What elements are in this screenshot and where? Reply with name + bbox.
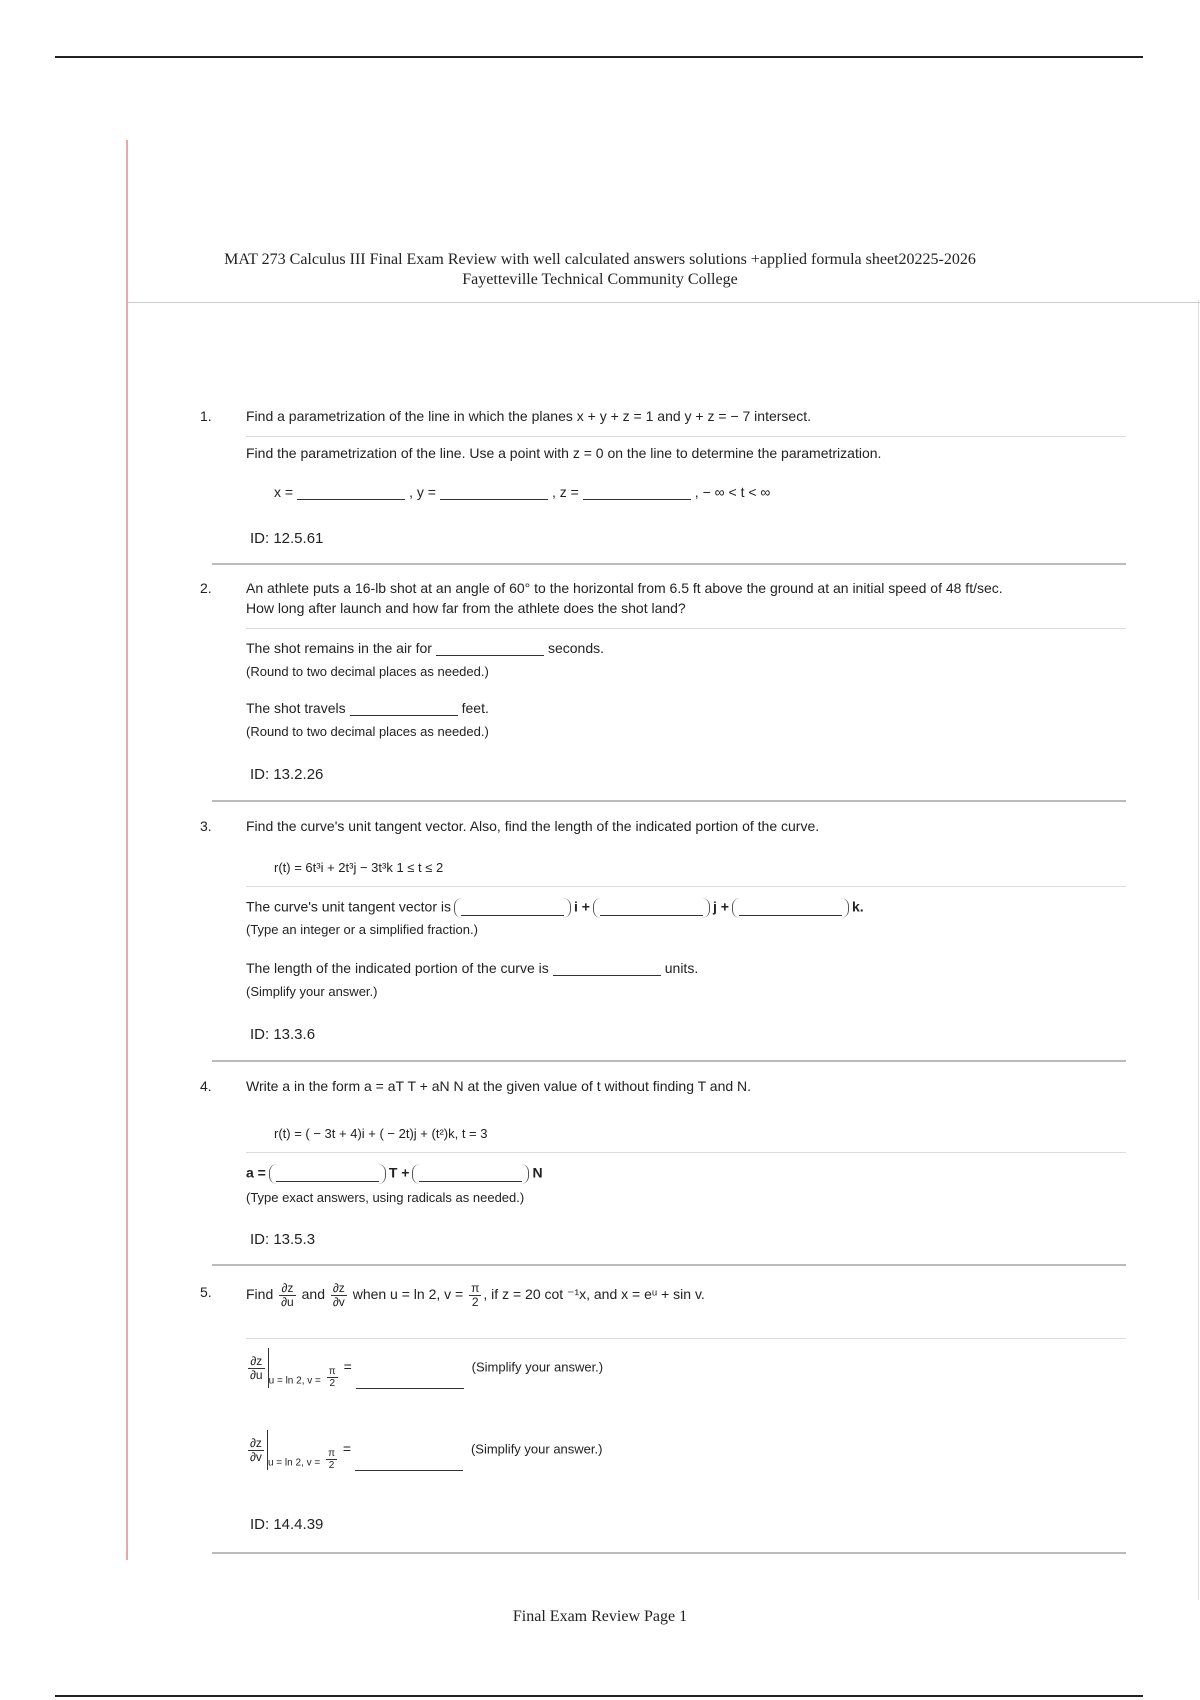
divider bbox=[246, 1338, 1126, 1339]
pi-over-2: $\frac{\pi}{2}$ bbox=[328, 1447, 335, 1471]
y-answer-blank[interactable] bbox=[440, 485, 548, 500]
equals-sign: = bbox=[343, 1358, 352, 1375]
air-time-row bbox=[246, 640, 604, 656]
tangent-label: The curve's unit tangent vector is bbox=[246, 898, 451, 915]
tangential-input[interactable] bbox=[269, 1164, 386, 1184]
k-label: k. bbox=[851, 898, 864, 915]
divider bbox=[246, 628, 1126, 629]
document-title: MAT 273 Calculus III Final Exam Review with well calculated answers solutions +applied formula sheet20225-2026 bbox=[224, 251, 976, 268]
dz-dv-fraction: $\frac{\partial z}{\partial v}$ bbox=[250, 1435, 262, 1464]
x-label: x = bbox=[274, 484, 294, 500]
question-prompt: Write a in the form a = aT T + aN N at the given value of t without finding T and N. bbox=[246, 1078, 752, 1094]
format-hint: (Type exact answers, using radicals as needed.) bbox=[246, 1190, 525, 1205]
air-unit: seconds. bbox=[547, 640, 605, 656]
normal-input[interactable] bbox=[412, 1164, 529, 1184]
dz-du-fraction: $\frac{\partial z}{\partial u}$ bbox=[250, 1353, 263, 1382]
j-component-input[interactable] bbox=[593, 898, 710, 918]
curve-equation: r(t) = 6t³i + 2t³j − 3t³k 1 ≤ t ≤ 2 bbox=[274, 860, 444, 875]
bottom-rule bbox=[55, 1695, 1143, 1697]
travel-label: The shot travels bbox=[246, 700, 346, 716]
dz-du-blank[interactable] bbox=[356, 1374, 464, 1389]
divider bbox=[246, 436, 1126, 437]
k-component-input[interactable] bbox=[732, 898, 849, 918]
simplify-hint: (Simplify your answer.) bbox=[470, 1441, 603, 1457]
air-label: The shot remains in the air for bbox=[246, 640, 432, 656]
question-separator bbox=[212, 1060, 1126, 1062]
question-id: ID: 13.2.26 bbox=[250, 766, 324, 783]
simplify-hint: (Simplify your answer.) bbox=[246, 984, 378, 999]
question-id: ID: 14.4.39 bbox=[250, 1516, 324, 1533]
evaluation-point: u = ln 2, v = bbox=[267, 1457, 321, 1469]
question-number: 2. bbox=[200, 580, 212, 596]
format-hint: (Type an integer or a simplified fraction.) bbox=[246, 922, 478, 937]
question-separator bbox=[212, 1552, 1126, 1554]
t-label: T + bbox=[388, 1164, 410, 1181]
equals-sign: = bbox=[342, 1440, 352, 1457]
question-prompt: Find the curve's unit tangent vector. Also, find the length of the indicated portion of the curve. bbox=[246, 818, 820, 834]
evaluation-point: u = ln 2, v = bbox=[268, 1375, 321, 1387]
question-prompt: An athlete puts a 16-lb shot at an angle of 60° to the horizontal from 6.5 ft above the ground at an initial speed of 48 ft/sec. bbox=[246, 580, 1003, 596]
length-label: The length of the indicated portion of the curve is bbox=[246, 960, 549, 976]
question-separator bbox=[212, 800, 1126, 802]
i-label: i + bbox=[574, 898, 590, 915]
dz-dv-answer-row bbox=[246, 1430, 602, 1471]
length-blank[interactable] bbox=[553, 961, 661, 976]
document-subtitle: Fayetteville Technical Community College bbox=[462, 271, 738, 288]
question-id: ID: 13.3.6 bbox=[250, 1026, 316, 1043]
rounding-hint: (Round to two decimal places as needed.) bbox=[246, 724, 489, 739]
distance-row bbox=[246, 700, 489, 716]
rounding-hint: (Round to two decimal places as needed.) bbox=[246, 664, 489, 679]
pi-over-2: $\frac{\pi}{2}$ bbox=[471, 1281, 480, 1309]
question-number: 1. bbox=[200, 408, 212, 424]
question-number: 4. bbox=[200, 1078, 212, 1094]
dz-du-answer-row bbox=[246, 1348, 603, 1389]
acceleration-row bbox=[246, 1164, 543, 1184]
question-number: 5. bbox=[200, 1284, 212, 1300]
dz-dv-blank[interactable] bbox=[355, 1456, 463, 1471]
question-separator bbox=[212, 1264, 1126, 1266]
i-component-input[interactable] bbox=[454, 898, 571, 918]
answer-row bbox=[274, 484, 770, 500]
j-label: j + bbox=[712, 898, 729, 915]
t-range: , − ∞ < t < ∞ bbox=[694, 484, 771, 500]
dz-du-fraction: $\frac{\partial z}{\partial u}$ bbox=[281, 1281, 294, 1309]
z-label: , z = bbox=[551, 484, 579, 500]
n-label: N bbox=[532, 1164, 543, 1181]
condition-clause: , if z = 20 cot ⁻¹x, and x = eᵘ + sin v. bbox=[483, 1286, 705, 1303]
page-edge bbox=[1198, 300, 1199, 1600]
x-answer-blank[interactable] bbox=[297, 485, 405, 500]
y-label: , y = bbox=[409, 484, 436, 500]
dz-dv-fraction: $\frac{\partial z}{\partial v}$ bbox=[332, 1281, 345, 1309]
curve-equation: r(t) = ( − 3t + 4)i + ( − 2t)j + (t²)k, t = 3 bbox=[274, 1126, 488, 1141]
top-rule bbox=[55, 56, 1143, 58]
question-prompt-2: How long after launch and how far from the athlete does the shot land? bbox=[246, 600, 686, 616]
find-word: Find bbox=[246, 1286, 274, 1303]
z-answer-blank[interactable] bbox=[583, 485, 691, 500]
question-id: ID: 13.5.3 bbox=[250, 1231, 316, 1248]
page-footer: Final Exam Review Page 1 bbox=[512, 1608, 688, 1625]
travel-unit: feet. bbox=[461, 700, 489, 716]
divider bbox=[246, 1152, 1126, 1153]
tangent-row bbox=[246, 898, 864, 918]
distance-blank[interactable] bbox=[350, 701, 458, 716]
a-label: a = bbox=[246, 1164, 266, 1181]
question-instruction: Find the parametrization of the line. Use a point with z = 0 on the line to determine the parametrization. bbox=[246, 445, 882, 461]
question-number: 3. bbox=[200, 818, 212, 834]
when-clause: when u = ln 2, v = bbox=[352, 1286, 464, 1303]
simplify-hint: (Simplify your answer.) bbox=[471, 1359, 604, 1375]
air-time-blank[interactable] bbox=[436, 641, 544, 656]
question-id: ID: 12.5.61 bbox=[250, 530, 324, 547]
question-prompt: Find a parametrization of the line in which the planes x + y + z = 1 and y + z = − 7 intersect. bbox=[246, 408, 811, 424]
question-prompt bbox=[246, 1282, 705, 1309]
pi-over-2: $\frac{\pi}{2}$ bbox=[328, 1365, 336, 1389]
length-unit: units. bbox=[664, 960, 699, 976]
question-separator bbox=[212, 563, 1126, 565]
margin-line bbox=[126, 140, 128, 1560]
and-word: and bbox=[301, 1286, 325, 1303]
divider bbox=[246, 886, 1126, 887]
length-row bbox=[246, 960, 698, 976]
header-divider bbox=[128, 302, 1200, 303]
